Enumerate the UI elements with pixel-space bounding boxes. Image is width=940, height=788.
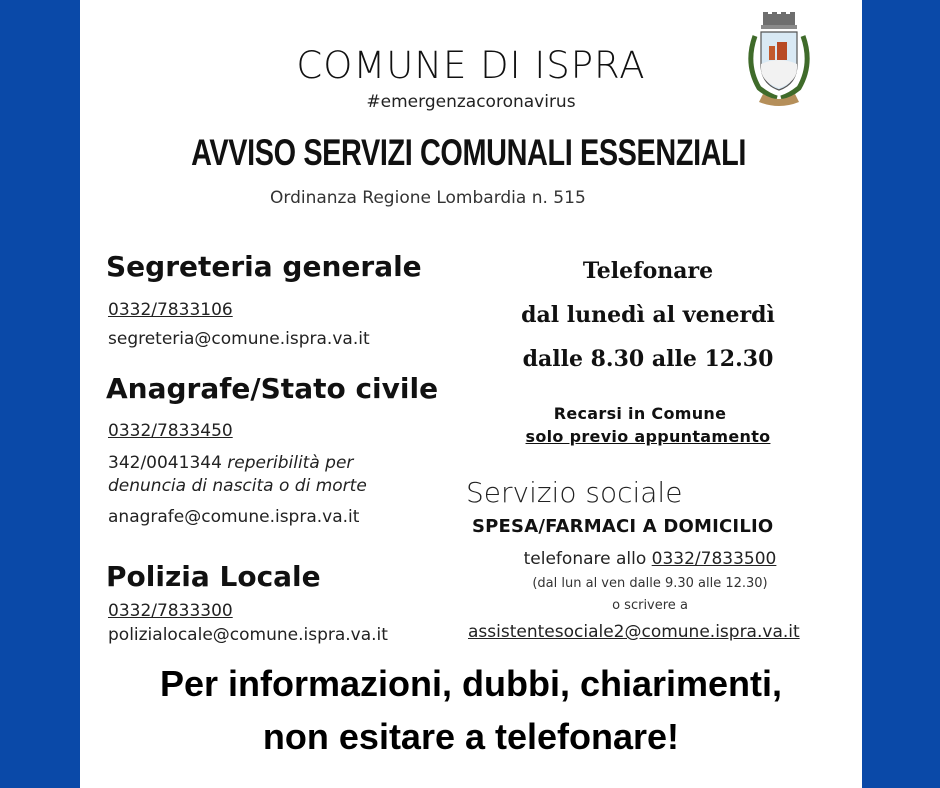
anagrafe-title: Anagrafe/Stato civile [106,372,439,405]
footer-line-1: Per informazioni, dubbi, chiarimenti, [159,663,783,704]
sociale-title: Servizio sociale [466,476,683,509]
segreteria-title: Segreteria generale [106,250,422,283]
sociale-or-write: o scrivere a [612,598,688,613]
anagrafe-email: anagrafe@comune.ispra.va.it [108,507,360,527]
anagrafe-mobile: 342/0041344 [108,453,222,473]
anagrafe-phone-link[interactable]: 0332/7833450 [108,421,233,441]
sociale-email-link[interactable]: assistentesociale2@comune.ispra.va.it [468,622,800,642]
hours-line-2: dal lunedì al venerdì [521,302,775,328]
coat-of-arms-icon [743,12,815,108]
polizia-email: polizialocale@comune.ispra.va.it [108,625,388,645]
ordinance-line: Ordinanza Regione Lombardia n. 515 [270,188,586,208]
anagrafe-mobile-line [108,453,353,473]
footer-line-2: non esitare a telefonare! [262,716,680,757]
sociale-service: SPESA/FARMACI A DOMICILIO [472,516,774,537]
hashtag: #emergenzacoronavirus [366,92,576,112]
polizia-title: Polizia Locale [106,560,321,593]
sociale-call-line [465,549,835,569]
anagrafe-mobile-note-2: denuncia di nascita o di morte [108,476,367,496]
notice-sheet [80,0,862,788]
hours-line-1: Telefonare [582,258,714,284]
notice-title: AVVISO SERVIZI COMUNALI ESSENZIALI [191,132,747,173]
segreteria-phone-link[interactable]: 0332/7833106 [108,300,233,320]
hours-line-3: dalle 8.30 alle 12.30 [522,346,774,372]
visit-line-2: solo previo appuntamento [525,427,771,446]
sociale-phone-link[interactable]: 0332/7833500 [651,549,777,569]
sociale-hours: (dal lun al ven dalle 9.30 alle 12.30) [532,576,768,591]
polizia-phone-link[interactable]: 0332/7833300 [108,601,233,621]
segreteria-email: segreteria@comune.ispra.va.it [108,329,370,349]
sociale-call-prefix: telefonare allo [523,549,647,569]
anagrafe-mobile-note-1: reperibilità per [227,453,354,473]
visit-line-1: Recarsi in Comune [553,404,727,423]
comune-title: COMUNE DI ISPRA [296,44,646,87]
